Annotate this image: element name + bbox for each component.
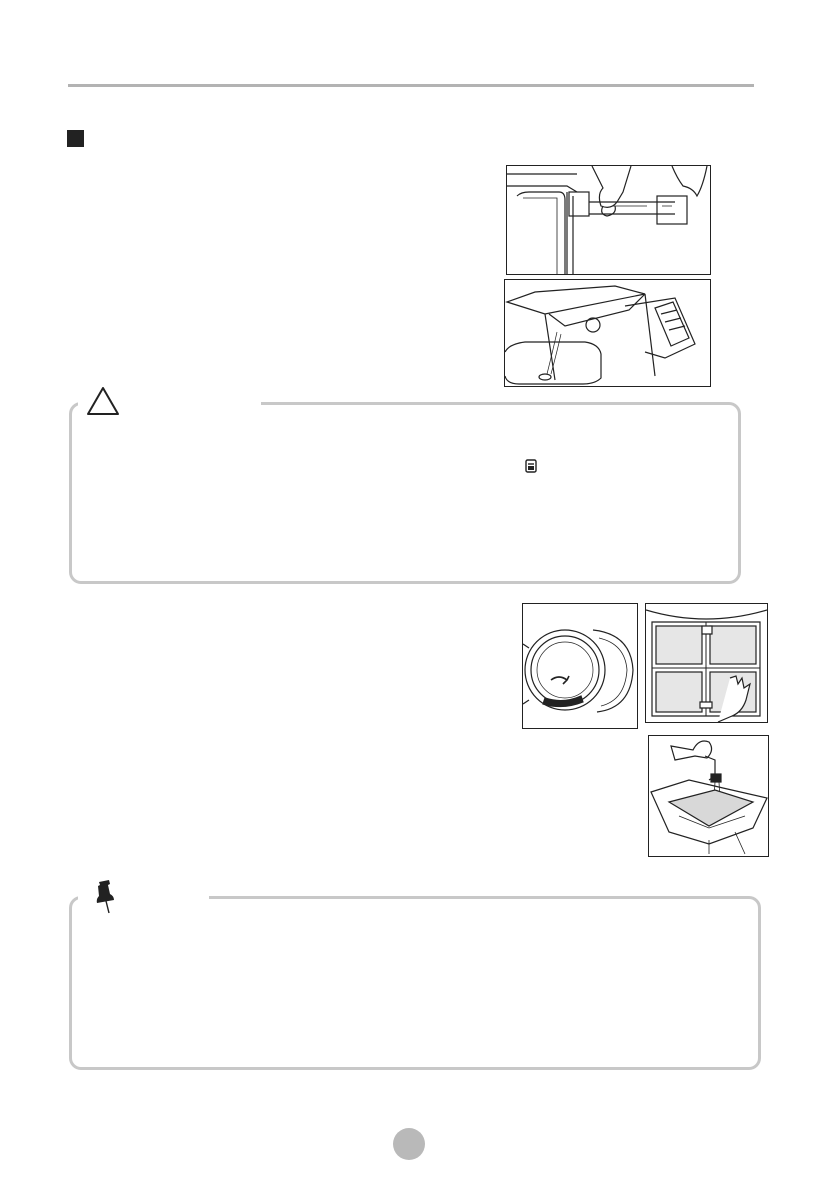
warning-box [69, 402, 741, 584]
note-box [69, 896, 761, 1070]
warning-triangle-icon [86, 386, 120, 416]
figure-filter-rinse [648, 735, 769, 857]
figure-filter-open [645, 603, 768, 723]
figure-tank-removal [506, 165, 711, 275]
water-tank-icon [524, 458, 538, 474]
figure-door-filter [522, 603, 638, 729]
section-marker-icon [67, 130, 84, 147]
pushpin-icon [93, 878, 119, 914]
page-number-badge [393, 1128, 425, 1160]
header-rule [68, 84, 754, 87]
figure-tank-emptying [504, 279, 711, 387]
